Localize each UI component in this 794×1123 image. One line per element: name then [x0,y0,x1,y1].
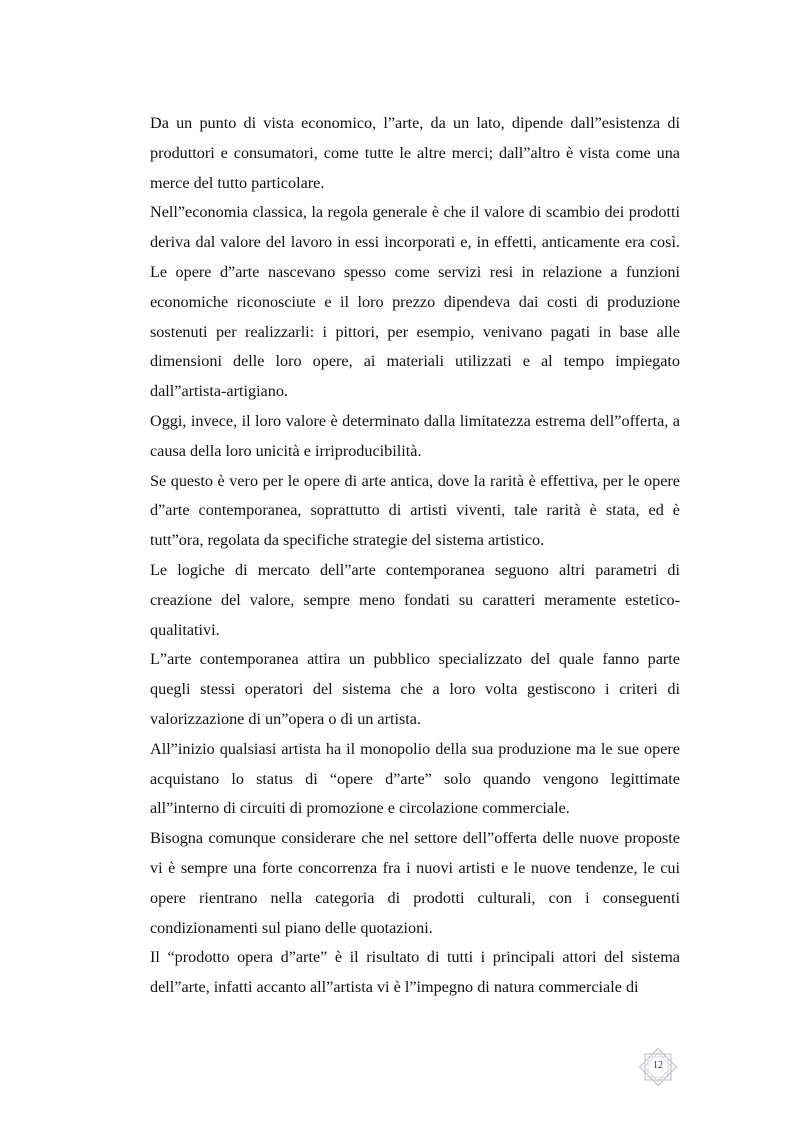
paragraph: Da un punto di vista economico, l”arte, da un lato, dipende dall”esistenza di produttori e consumatori, come tutte le altre merci; dall”altro è vista come una merce del tutto particolare. [150,114,680,192]
paragraph: Il “prodotto opera d”arte” è il risultato di tutti i principali attori del sistema dell”arte, infatti accanto all”artista vi è l”impegno di natura commerciale di [150,948,680,997]
paragraph: Oggi, invece, il loro valore è determinato dalla limitatezza estrema dell”offerta, a causa della loro unicità e irriproducibilità. [150,411,680,460]
paragraph: Le logiche di mercato dell”arte contemporanea seguono altri parametri di creazione del valore, sempre meno fondati su caratteri meramente estetico-qualitativi. [150,560,680,639]
paragraph: Nell”economia classica, la regola generale è che il valore di scambio dei prodotti deriva dal valore del lavoro in essi incorporati e, in effetti, anticamente era così. Le opere d”arte nascevano spesso come servizi resi in relazione a funzioni economiche riconosciute e il loro prezzo dipendeva dai costi di produzione sostenuti per realizzarli: i pittori, per esempio, venivano pagati in base alle dimensioni delle loro opere, ai materiali utilizzati e al tempo impiegato dall”artista-artigiano. [150,203,680,401]
document-body [150,109,680,1003]
page-number-badge [638,1047,678,1087]
paragraph: Se questo è vero per le opere di arte antica, dove la rarità è effettiva, per le opere d”arte contemporanea, soprattutto di artisti viventi, tale rarità è stata, ed è tutt”ora, regolata da specifiche strategie del sistema artistico. [150,471,680,550]
paragraph: Bisogna comunque considerare che nel settore dell”offerta delle nuove proposte vi è sempre una forte concorrenza fra i nuovi artisti e le nuove tendenze, le cui opere rientrano nella categoria di prodotti culturali, con i conseguenti condizionamenti sul piano delle quotazioni. [150,829,680,937]
paragraph: L”arte contemporanea attira un pubblico specializzato del quale fanno parte quegli stessi operatori del sistema che a loro volta gestiscono i criteri di valorizzazione di un”opera o di un artista. [150,650,680,728]
page-number: 12 [653,1060,663,1071]
paragraph: All”inizio qualsiasi artista ha il monopolio della sua produzione ma le sue opere acquistano lo status di “opere d”arte” solo quando vengono legittimate all”interno di circuiti di promozione e circolazione commerciale. [150,739,680,818]
